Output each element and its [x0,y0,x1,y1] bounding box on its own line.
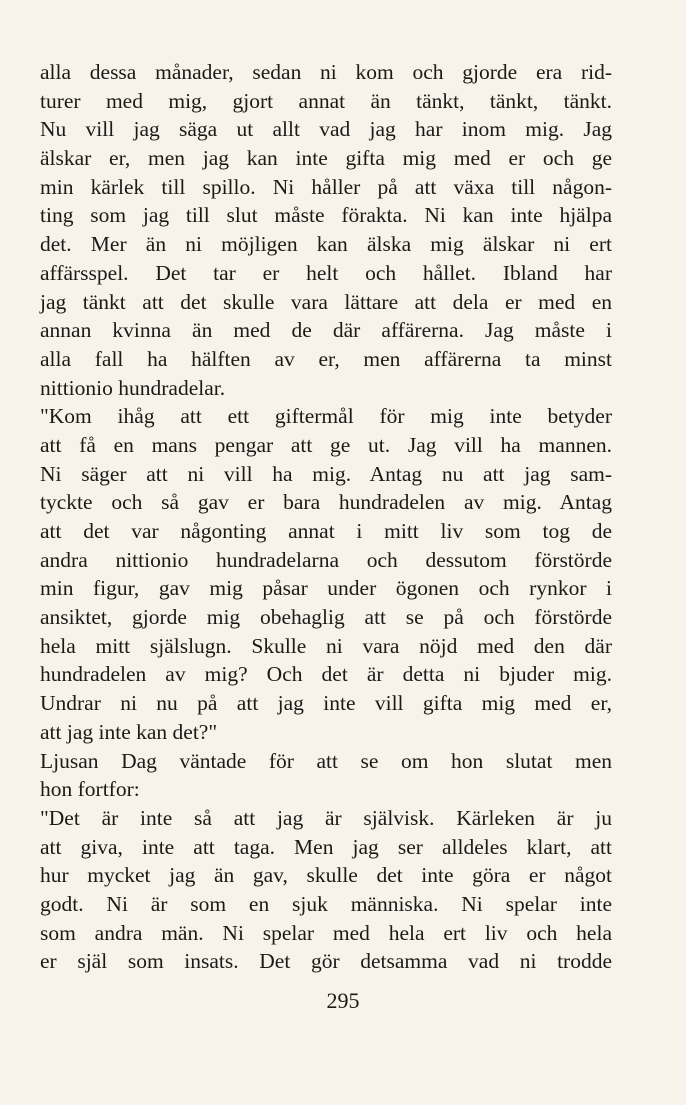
text-line: hundradelen av mig? Och det är detta ni bjuder mig. [40,662,612,687]
text-line: andra nittionio hundradelarna och dessutom förstörde [40,547,612,572]
page-number: 295 [326,988,360,1013]
text-line: tyckte och så gav er bara hundradelen av mig. Antag [40,490,612,515]
text-line: att jag inte kan det?" [40,719,218,744]
text-line: "Det är inte så att jag är självisk. Kärleken är ju [40,805,612,830]
body-text [40,58,612,976]
text-line: Ni säger att ni vill ha mig. Antag nu att jag sam- [40,461,612,486]
text-line: Undrar ni nu på att jag inte vill gifta mig med er, [40,691,612,716]
text-line: älskar er, men jag kan inte gifta mig med er och ge [40,146,612,171]
text-line: min figur, gav mig påsar under ögonen och rynkor i [40,576,612,601]
text-line: godt. Ni är som en sjuk människa. Ni spelar inte [40,891,612,916]
text-line: alla dessa månader, sedan ni kom och gjorde era rid- [40,60,612,84]
text-line: jag tänkt att det skulle vara lättare att dela er med en [40,289,612,314]
text-line: hela mitt själslugn. Skulle ni vara nöjd med den där [40,633,612,658]
text-line: min kärlek till spillo. Ni håller på att växa till någon- [40,174,612,199]
text-line: hon fortfor: [40,777,140,802]
text-line: ansiktet, gjorde mig obehaglig att se på och förstörde [40,605,612,630]
text-line: Nu vill jag säga ut allt vad jag har inom mig. Jag [40,117,612,142]
text-line: alla fall ha hälften av er, men affärerna ta minst [40,346,612,371]
text-line: turer med mig, gjort annat än tänkt, tänkt, tänkt. [40,88,612,113]
text-line: att få en mans pengar att ge ut. Jag vill ha mannen. [40,432,612,457]
text-line: annan kvinna än med de där affärerna. Jag måste i [40,318,612,343]
text-line: Ljusan Dag väntade för att se om hon slutat men [40,748,612,773]
text-line: er själ som insats. Det gör detsamma vad ni trodde [40,949,612,974]
text-line: "Kom ihåg att ett giftermål för mig inte betyder [40,404,612,429]
text-line: ting som jag till slut måste förakta. Ni kan inte hjälpa [40,203,612,228]
text-line: affärsspel. Det tar er helt och hållet. Ibland har [40,260,612,285]
text-line: att giva, inte att taga. Men jag ser alldeles klart, att [40,834,612,859]
text-line: det. Mer än ni möjligen kan älska mig älskar ni ert [40,232,612,257]
text-line: hur mycket jag än gav, skulle det inte göra er något [40,863,612,888]
text-line: att det var någonting annat i mitt liv som tog de [40,519,612,543]
text-line: som andra män. Ni spelar med hela ert liv och hela [40,920,612,945]
text-line: nittionio hundradelar. [40,375,226,400]
